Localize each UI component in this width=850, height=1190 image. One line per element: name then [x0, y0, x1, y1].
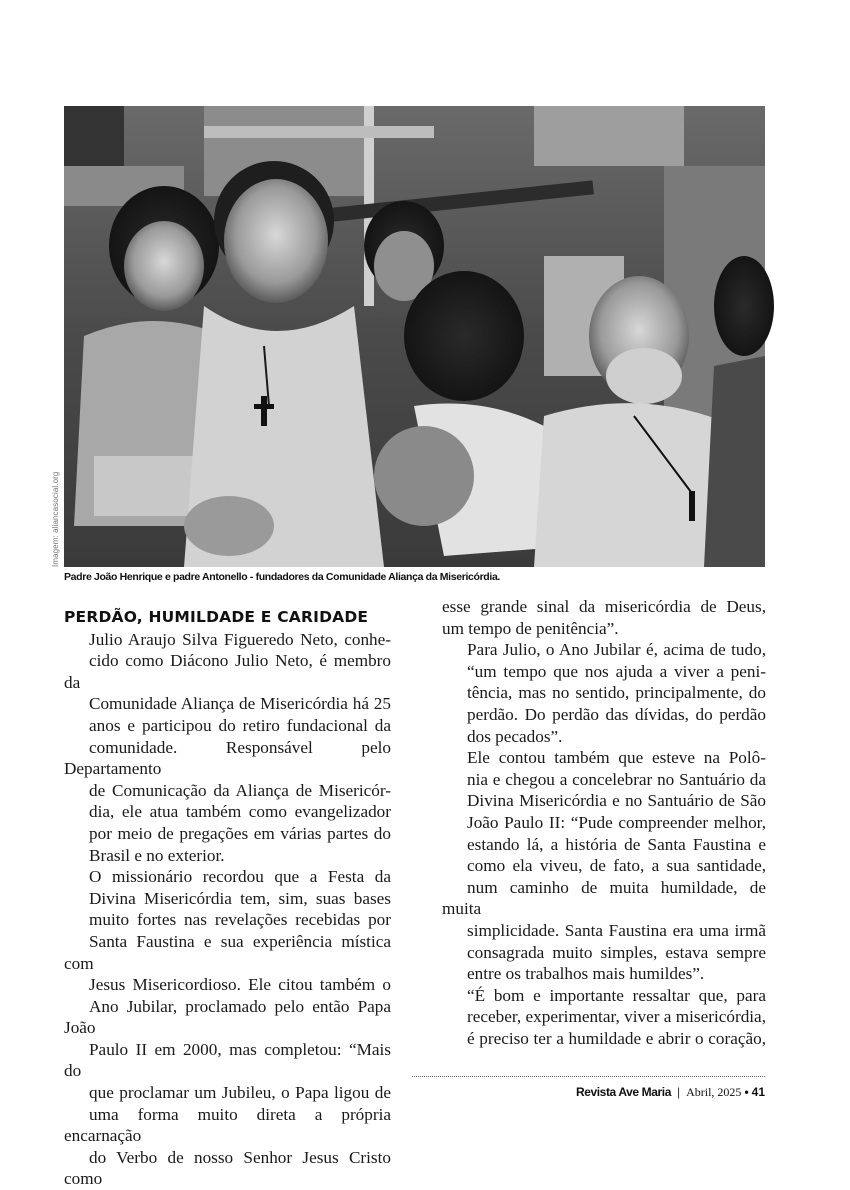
- text-line: O missionário recordou que a Festa da: [89, 867, 391, 887]
- text-line: de Comunicação da Aliança de Misericór-: [89, 780, 391, 800]
- text-line: esse grande sinal da misericórdia de Deus,: [442, 597, 766, 616]
- text-line: Comunidade Aliança de Misericórdia há 25: [89, 694, 391, 714]
- text-line: que proclamar um Jubileu, o Papa ligou de: [89, 1083, 391, 1103]
- text-line: simplicidade. Santa Faustina era uma irmã: [467, 920, 766, 940]
- text-line: dia, ele atua também como evangelizador: [89, 802, 391, 822]
- text-line: Para Julio, o Ano Jubilar é, acima de tudo,: [467, 640, 766, 660]
- page-footer: [576, 1085, 765, 1100]
- text-line: um tempo de penitência”.: [442, 618, 619, 638]
- text-line: Santa Faustina e sua experiência mística com: [64, 931, 391, 973]
- footer-divider: [412, 1076, 765, 1077]
- text-line: nia e chegou a concelebrar no Santuário da: [467, 769, 766, 789]
- text-line: como ela viveu, de fato, a sua santidade,: [467, 856, 766, 876]
- paragraph: [64, 629, 391, 867]
- left-paragraphs: [64, 629, 391, 1190]
- text-line: muito fortes nas revelações recebidas por: [89, 910, 391, 930]
- article-column-right: [442, 596, 766, 1049]
- text-line: “É bom e importante ressaltar que, para: [467, 985, 766, 1005]
- text-line: tência, mas no sentido, principalmente, do: [467, 683, 766, 703]
- footer-separator: |: [676, 1085, 681, 1099]
- page-number: 41: [751, 1085, 765, 1099]
- text-line: uma forma muito direta a própria encarnação: [64, 1104, 391, 1146]
- text-line: perdão. Do perdão das dívidas, do perdão: [467, 704, 766, 724]
- text-line: Paulo II em 2000, mas completou: “Mais do: [64, 1039, 391, 1081]
- text-line: “um tempo que nos ajuda a viver a peni-: [467, 661, 766, 681]
- text-line: estando lá, a história de Santa Faustina e: [467, 834, 766, 854]
- text-line: é preciso ter a humildade e abrir o coração,: [467, 1028, 766, 1048]
- text-line: anos e participou do retiro fundacional da: [89, 715, 391, 735]
- paragraph: [442, 747, 766, 985]
- text-line: Ele contou também que esteve na Polô-: [467, 748, 766, 768]
- paragraph: [442, 596, 766, 639]
- text-line: num caminho de muita humildade, de muita: [442, 877, 766, 919]
- text-line: Divina Misericórdia tem, sim, suas bases: [89, 888, 391, 908]
- text-line: do Verbo de nosso Senhor Jesus Cristo como: [64, 1147, 391, 1189]
- text-line: Jesus Misericordioso. Ele citou também o: [89, 975, 391, 995]
- photo-credit: Imagem: aliancasocial.org: [51, 471, 60, 567]
- text-line: Divina Misericórdia e no Santuário de São: [467, 791, 766, 811]
- paragraph: [64, 866, 391, 1190]
- photo-placeholder: [64, 106, 765, 567]
- right-paragraphs: [442, 596, 766, 1049]
- paragraph: [442, 985, 766, 1050]
- photo-caption: Padre João Henrique e padre Antonello - fundadores da Comunidade Aliança da Misericórdia.: [64, 571, 500, 583]
- bullet-separator: •: [744, 1085, 749, 1099]
- text-line: por meio de pregações em várias partes do: [89, 823, 391, 843]
- text-line: Brasil e no exterior.: [89, 845, 225, 865]
- text-line: cido como Diácono Julio Neto, é membro da: [64, 651, 391, 692]
- article-column-left: [64, 607, 391, 1190]
- text-line: dos pecados”.: [467, 726, 563, 746]
- text-line: comunidade. Responsável pelo Departamento: [64, 737, 391, 779]
- text-line: João Paulo II: “Pude compreender melhor,: [467, 812, 766, 832]
- section-heading: PERDÃO, HUMILDADE E CARIDADE: [64, 608, 369, 626]
- article-photo: [64, 106, 765, 567]
- text-line: consagrada muito simples, estava sempre: [467, 942, 766, 962]
- text-line: entre os trabalhos mais humildes”.: [467, 964, 705, 984]
- paragraph: [442, 639, 766, 747]
- text-line: Julio Araujo Silva Figueredo Neto, conhe-: [89, 629, 391, 649]
- issue-date: Abril, 2025: [686, 1085, 742, 1099]
- text-line: receber, experimentar, viver a misericórdia,: [467, 1007, 766, 1027]
- text-line: Ano Jubilar, proclamado pelo então Papa João: [64, 996, 391, 1038]
- magazine-name: Revista Ave Maria: [575, 1085, 671, 1099]
